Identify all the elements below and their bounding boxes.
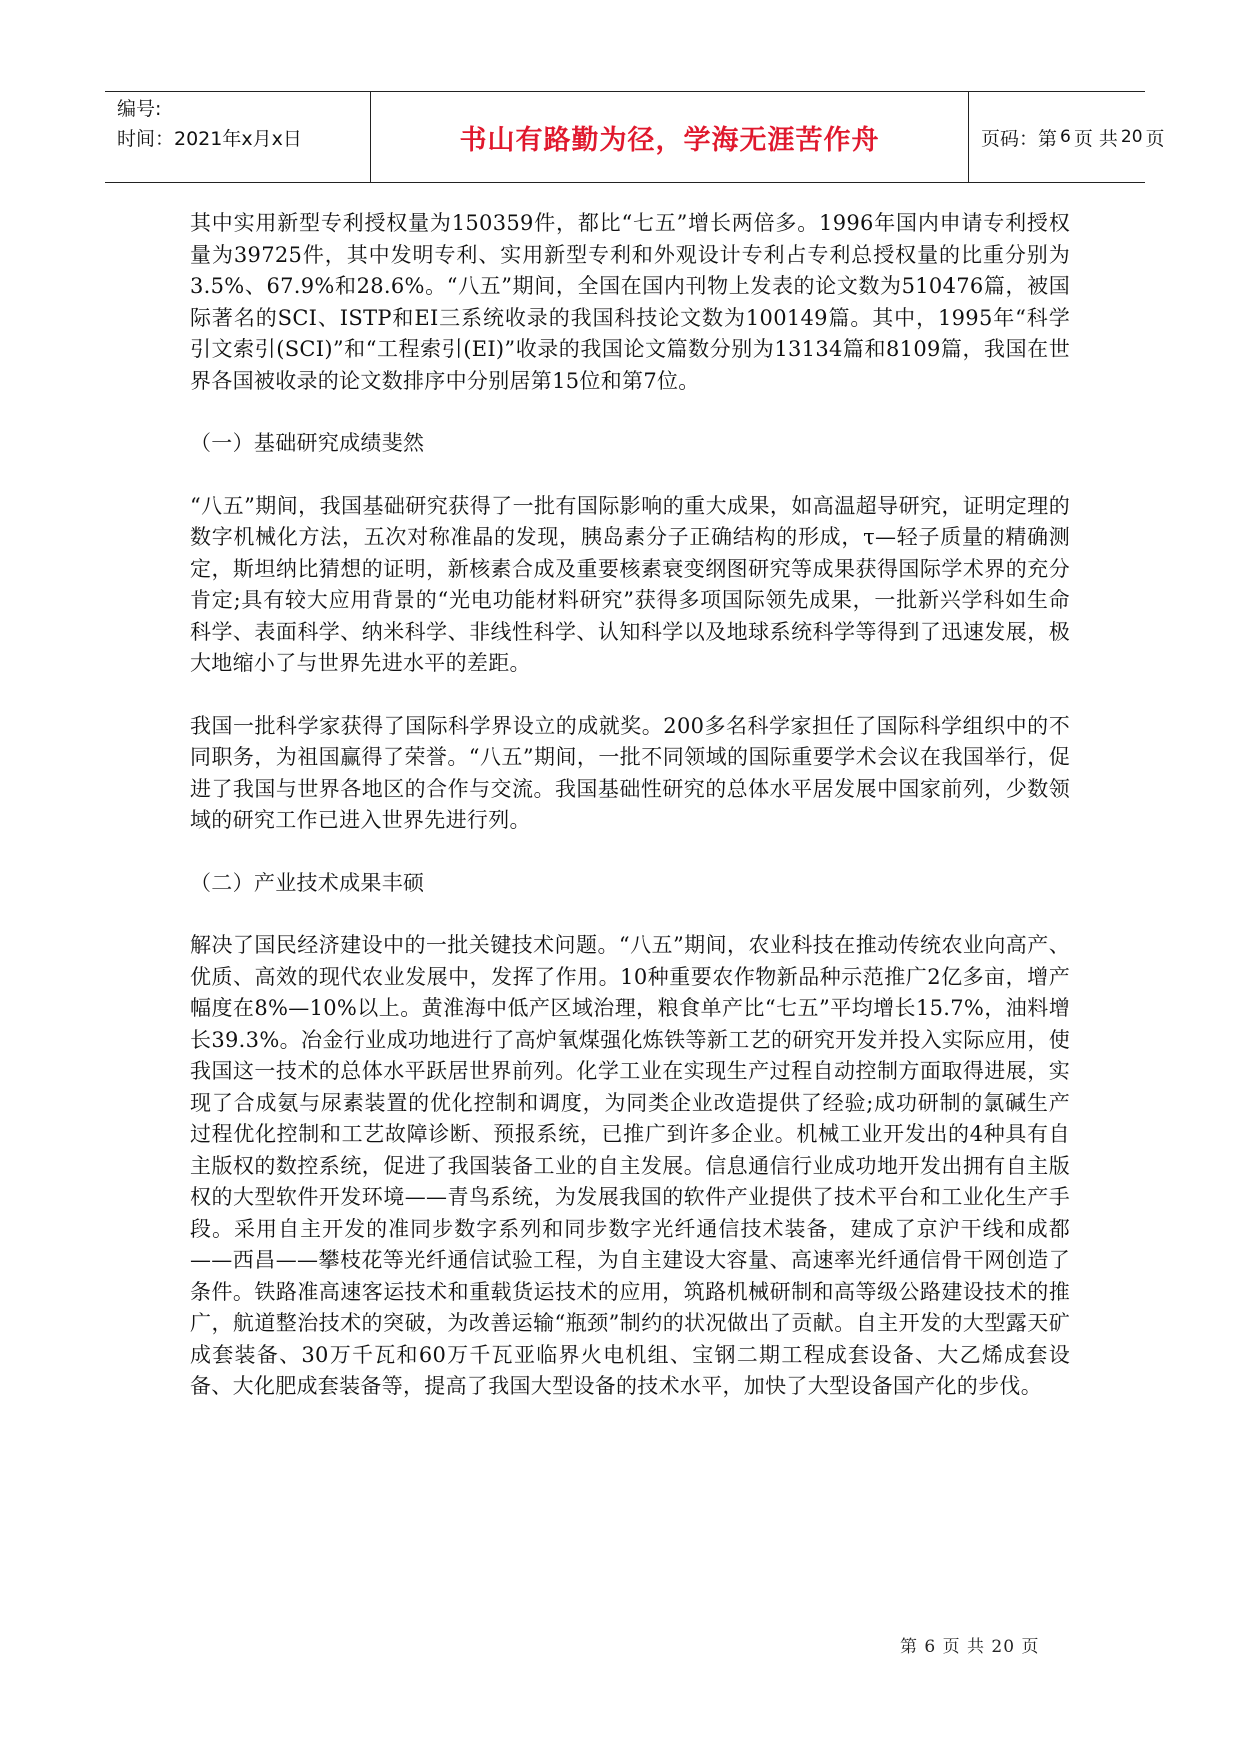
page-prefix: 页码：第 xyxy=(981,127,1058,150)
document-body xyxy=(190,208,1070,1434)
header-meta-cell xyxy=(105,92,371,182)
page-mid: 页 共 xyxy=(1073,127,1118,150)
page-header xyxy=(105,91,1165,183)
paragraph-industrial-tech: 解决了国民经济建设中的一批关键技术问题。“八五”期间，农业科技在推动传统农业向高产、优质、高效的现代农业发展中，发挥了作用。10种重要农作物新品种示范推广2亿多亩，增产幅度在8%—10%以上。黄淮海中低产区域治理，粮食单产比“七五”平均增长15.7%，油料增长39.3%。冶金行业成功地进行了高炉氧煤强化炼铁等新工艺的研究开发并投入实际应用，使我国这一技术的总体水平跃居世界前列。化学工业在实现生产过程自动控制方面取得进展，实现了合成氨与尿素装置的优化控制和调度，为同类企业改造提供了经验;成功研制的氯碱生产过程优化控制和工艺故障诊断、预报系统，已推广到许多企业。机械工业开发出的4种具有自主版权的数控系统，促进了我国装备工业的自主发展。信息通信行业成功地开发出拥有自主版权的大型软件开发环境——青鸟系统，为发展我国的软件产业提供了技术平台和工业化生产手段。采用自主开发的准同步数字系列和同步数字光纤通信技术装备，建成了京沪干线和成都——西昌——攀枝花等光纤通信试验工程，为自主建设大容量、高速率光纤通信骨干网创造了条件。铁路准高速客运技术和重载货运技术的应用，筑路机械研制和高等级公路建设技术的推广，航道整治技术的突破，为改善运输“瓶颈”制约的状况做出了贡献。自主开发的大型露天矿成套装备、30万千瓦和60万千瓦亚临界火电机组、宝钢二期工程成套设备、大乙烯成套设备、大化肥成套装备等，提高了我国大型设备的技术水平，加快了大型设备国产化的步伐。 xyxy=(190,933,1070,1398)
document-time-label: 时间：2021年x月x日 xyxy=(117,128,302,150)
paragraph-scientists-awards: 我国一批科学家获得了国际科学界设立的成就奖。200多名科学家担任了国际科学组织中的不同职务，为祖国赢得了荣誉。“八五”期间，一批不同领域的国际重要学术会议在我国举行，促进了我国与世界各地区的合作与交流。我国基础性研究的总体水平居发展中国家前列，少数领域的研究工作已进入世界先进行列。 xyxy=(190,713,1070,832)
page-footer: 第 6 页 共 20 页 xyxy=(900,1637,1040,1657)
paragraph-basic-research: “八五”期间，我国基础研究获得了一批有国际影响的重大成果，如高温超导研究，证明定理的数字机械化方法，五次对称准晶的发现，胰岛素分子正确结构的形成，τ—轻子质量的精确测定，斯坦纳比猜想的证明，新核素合成及重要核素衰变纲图研究等成果获得国际学术界的充分肯定;具有较大应用背景的“光电功能材料研究”获得多项国际领先成果，一批新兴学科如生命科学、表面科学、纳米科学、非线性科学、认知科学以及地球系统科学等得到了迅速发展，极大地缩小了与世界先进水平的差距。 xyxy=(190,493,1070,675)
document-number-label: 编号: xyxy=(117,98,162,120)
paragraph-patents-papers: 其中实用新型专利授权量为150359件，都比“七五”增长两倍多。1996年国内申请专利授权量为39725件，其中发明专利、实用新型专利和外观设计专利占专利总授权量的比重分别为3.5%、67.9%和28.6%。“八五”期间，全国在国内刊物上发表的论文数为510476篇，被国际著名的SCI、ISTP和EI三系统收录的我国科技论文数为100149篇。其中，1995年“科学引文索引(SCI)”和“工程索引(EI)”收录的我国论文篇数分别为13134篇和8109篇，我国在世界各国被收录的论文数排序中分别居第15位和第7位。 xyxy=(190,211,1070,393)
header-motto: 书山有路勤为径，学海无涯苦作舟 xyxy=(459,124,880,156)
section-heading-industrial-tech: （二）产业技术成果丰硕 xyxy=(190,870,425,895)
page-suffix: 页 xyxy=(1145,127,1165,150)
page-total-number: 20 xyxy=(1120,127,1143,147)
header-page-cell xyxy=(969,92,1165,182)
section-heading-basic-research: （一）基础研究成绩斐然 xyxy=(190,431,425,455)
page-current-number: 6 xyxy=(1060,127,1071,147)
header-motto-cell xyxy=(371,92,969,182)
